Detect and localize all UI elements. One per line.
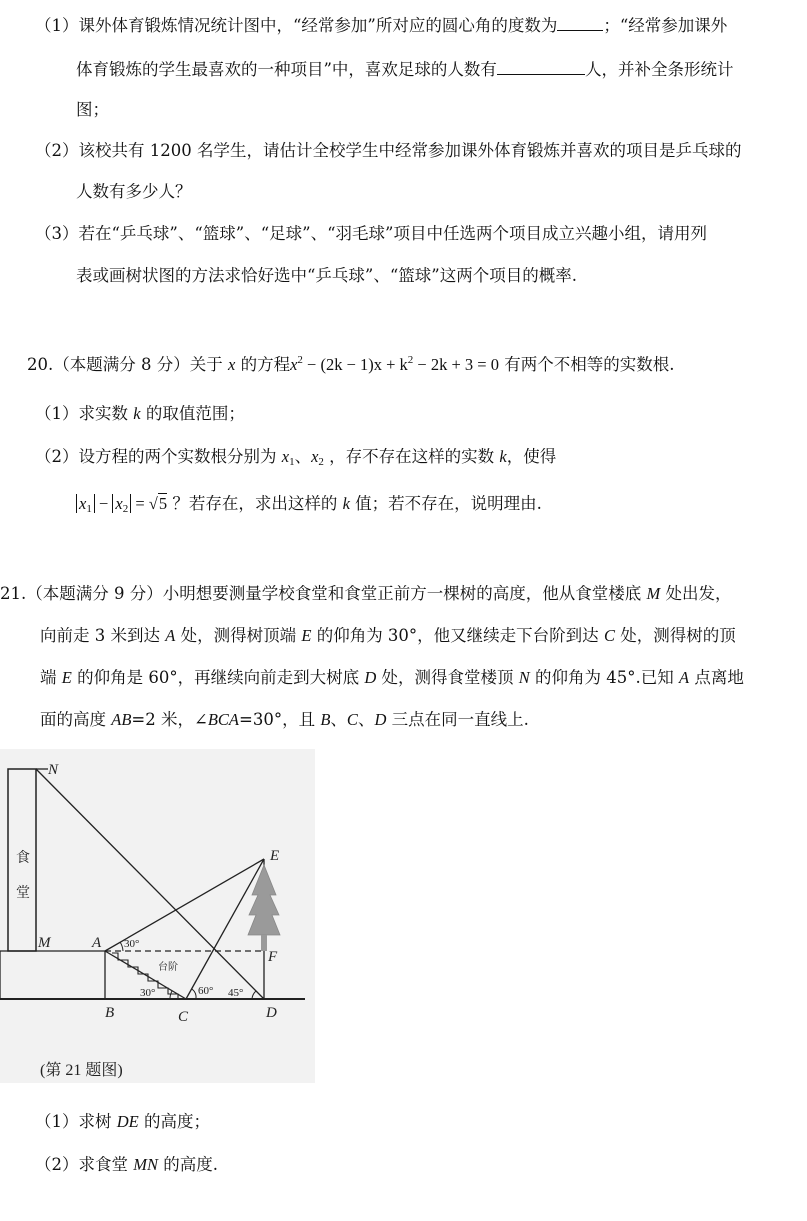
point-M: M (38, 935, 51, 951)
point-B: B (105, 1005, 115, 1021)
figure-caption: (第 21 题图) (40, 1062, 123, 1079)
point-D: D (266, 1005, 277, 1021)
point-N: N (48, 762, 59, 778)
q20-part2-line2: $x_1 - x_2 = √5$ ？若存在，求出这样的 k 值；若不存在，说明理由. (76, 490, 542, 515)
q19-part1-line2: 体育锻炼的学生最喜欢的一种项目”中，喜欢足球的人数有 人，并补全条形统计 (76, 56, 733, 80)
answer-blank-football[interactable] (497, 57, 585, 75)
q20-equation: $x^2 - (2k - 1)x + k^2 - 2k + 3 = 0$ (290, 354, 499, 374)
q21-heading-line1: 21.（本题满分 9 分）小明想要测量学校食堂和食堂正前方一棵树的高度，他从食堂楼底 M 处出发， (0, 584, 732, 603)
angle-label-C1: 30° (140, 987, 156, 999)
q21-figure (0, 749, 315, 1083)
q20-part1: （1）求实数 k 的取值范围； (35, 404, 245, 423)
q19-part3-line2: 表或画树状图的方法求恰好选中“乒乓球”、“篮球”这两个项目的概率. (76, 266, 577, 285)
q21-diagram (0, 749, 315, 1083)
point-C: C (178, 1009, 189, 1025)
steps-label: 台阶 (158, 962, 178, 973)
angle-label-C2: 60° (198, 985, 214, 997)
angle-arc-C1 (170, 991, 172, 999)
answer-blank-angle[interactable] (557, 13, 603, 31)
q19-part3-line1: （3）若在“乒乓球”、“篮球”、“足球”、“羽毛球”项目中任选两个项目成立兴趣小组，请用列 (35, 224, 707, 243)
building-label-1: 食 (16, 851, 30, 866)
q21-part2: （2）求食堂 MN 的高度. (35, 1155, 218, 1174)
point-A: A (92, 935, 102, 951)
q21-heading-line4: 面的高度 AB=2 米，∠BCA=30°，且 B、C、D 三点在同一直线上. (40, 710, 529, 729)
q20-part2-line1: （2）设方程的两个实数根分别为 $x_1$、$x_2$ ，存不存在这样的实数 k，使得 (35, 447, 557, 468)
q21-heading-line3: 端 E 的仰角是 60°，再继续向前走到大树底 D 处，测得食堂楼顶 N 的仰角为 45°.已知 A 点离地 (40, 668, 744, 687)
q19-part1-line3: 图； (76, 100, 109, 119)
q21-part1: （1）求树 DE 的高度； (35, 1112, 210, 1131)
q21-heading-line2: 向前走 3 米到达 A 处，测得树顶端 E 的仰角为 30°，他又继续走下台阶到达 C 处，测得树的顶 (40, 626, 736, 645)
angle-label-A: 30° (124, 938, 140, 950)
angle-arc-A (120, 942, 123, 951)
point-E: E (270, 848, 280, 864)
q19-part2-line2: 人数有多少人？ (76, 182, 192, 201)
building-label-2: 堂 (16, 886, 30, 901)
q19-part2-line1: （2）该校共有 1200 名学生，请估计全校学生中经常参加课外体育锻炼并喜欢的项目是乒乓球的 (35, 141, 742, 160)
q19-part1-line1: （1）课外体育锻炼情况统计图中，“经常参加”所对应的圆心角的度数为 ；“经常参加课外 (35, 12, 727, 36)
angle-arc-C2 (192, 989, 196, 999)
q20-heading: 20.（本题满分 8 分）关于 x 的方程$x^2 - (2k - 1)x + k^2 - 2k + 3 = 0$ 有两个不相等的实数根. (27, 354, 675, 374)
angle-arc-D (252, 991, 256, 999)
segment-ND (36, 769, 264, 999)
q20-condition: $x_1 - x_2 = √5$ (76, 493, 167, 513)
tree-icon (248, 865, 280, 935)
point-F: F (268, 949, 278, 965)
angle-label-D: 45° (228, 987, 244, 999)
